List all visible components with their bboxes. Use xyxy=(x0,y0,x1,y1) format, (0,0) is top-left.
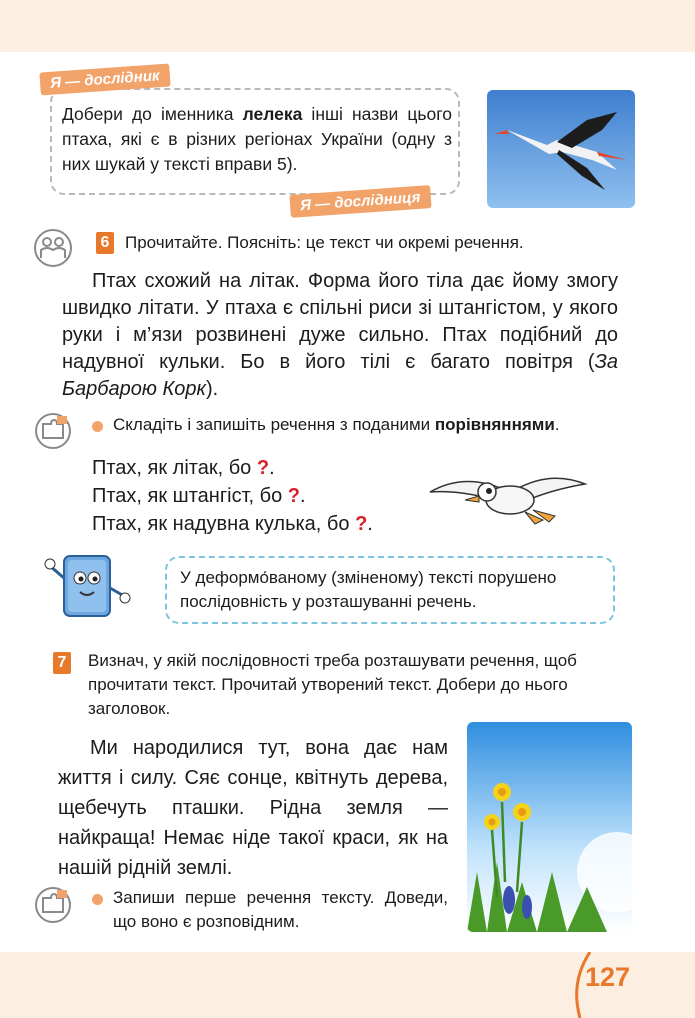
task6-subtask: Складіть і запишіть речення з поданими порівняннями. xyxy=(113,415,560,434)
bullet-dot xyxy=(92,421,103,432)
question-mark: ? xyxy=(256,457,270,479)
bullet-dot xyxy=(92,894,103,905)
task6-title: Прочитайте. Поясніть: це текст чи окремі речення. xyxy=(125,233,524,252)
task7-subtask: Запиши перше речення тексту. Доведи, що воно є розповідним. xyxy=(113,888,448,931)
bold-term: порівняннями xyxy=(434,415,555,434)
researcher-female-tag: Я — дослідниця xyxy=(289,185,431,218)
source-citation: За Барбарою Корк xyxy=(62,351,618,400)
comparison-line: Птах, як штангіст, бо ?. xyxy=(92,485,306,507)
puzzle-icon xyxy=(33,412,73,455)
comparison-line: Птах, як надувна кулька, бо ?. xyxy=(92,513,373,535)
task7-title: Визнач, у якій послідовності треба розташувати речення, щоб прочитати текст. Прочитай утворений текст. Добери до нього заголовок. xyxy=(88,651,577,718)
task-number-7: 7 xyxy=(53,652,71,674)
pair-work-icon xyxy=(33,228,73,273)
daffodils-photo xyxy=(467,722,632,932)
stork-photo xyxy=(487,90,635,208)
task7-passage: Ми народилися тут, вона дає нам життя і силу. Сяє сонце, квітнуть дерева, щебечуть пташки. Рідна земля — найкраща! Немає ніде такої краси, як на нашій рідній землі. xyxy=(58,737,448,879)
comparison-line: Птах, як літак, бо ?. xyxy=(92,457,275,479)
task-number-6: 6 xyxy=(96,232,114,254)
question-mark: ? xyxy=(355,513,368,535)
researcher-tag: Я — дослідник xyxy=(39,64,170,96)
book-mascot-illustration xyxy=(42,548,132,633)
question-mark: ? xyxy=(287,485,300,507)
top-band xyxy=(0,0,695,52)
rule-note-text: У деформо́ваному (зміненому) тексті порушено послідовність у розташуванні речень. xyxy=(180,568,557,611)
task6-passage: Птах схожий на літак. Форма його тіла дає йому змогу швидко літати. У птаха є спільні риси зі штангістом, у якого руки і м’язи розвинені дуже сильно. Птах подібний до надувної кульки. Бо в його тілі є багато повітря (За Барбарою Корк). xyxy=(62,270,618,400)
puzzle-icon xyxy=(33,886,73,929)
highlight-word: лелека xyxy=(242,104,303,124)
page-number: 127 xyxy=(585,962,631,992)
research-text: Добери до іменника лелека інші назви цього птаха, які є в різних регіонах України (одну з них шукай у тексті вправи 5). xyxy=(62,104,452,174)
cartoon-bird-illustration xyxy=(425,462,590,537)
